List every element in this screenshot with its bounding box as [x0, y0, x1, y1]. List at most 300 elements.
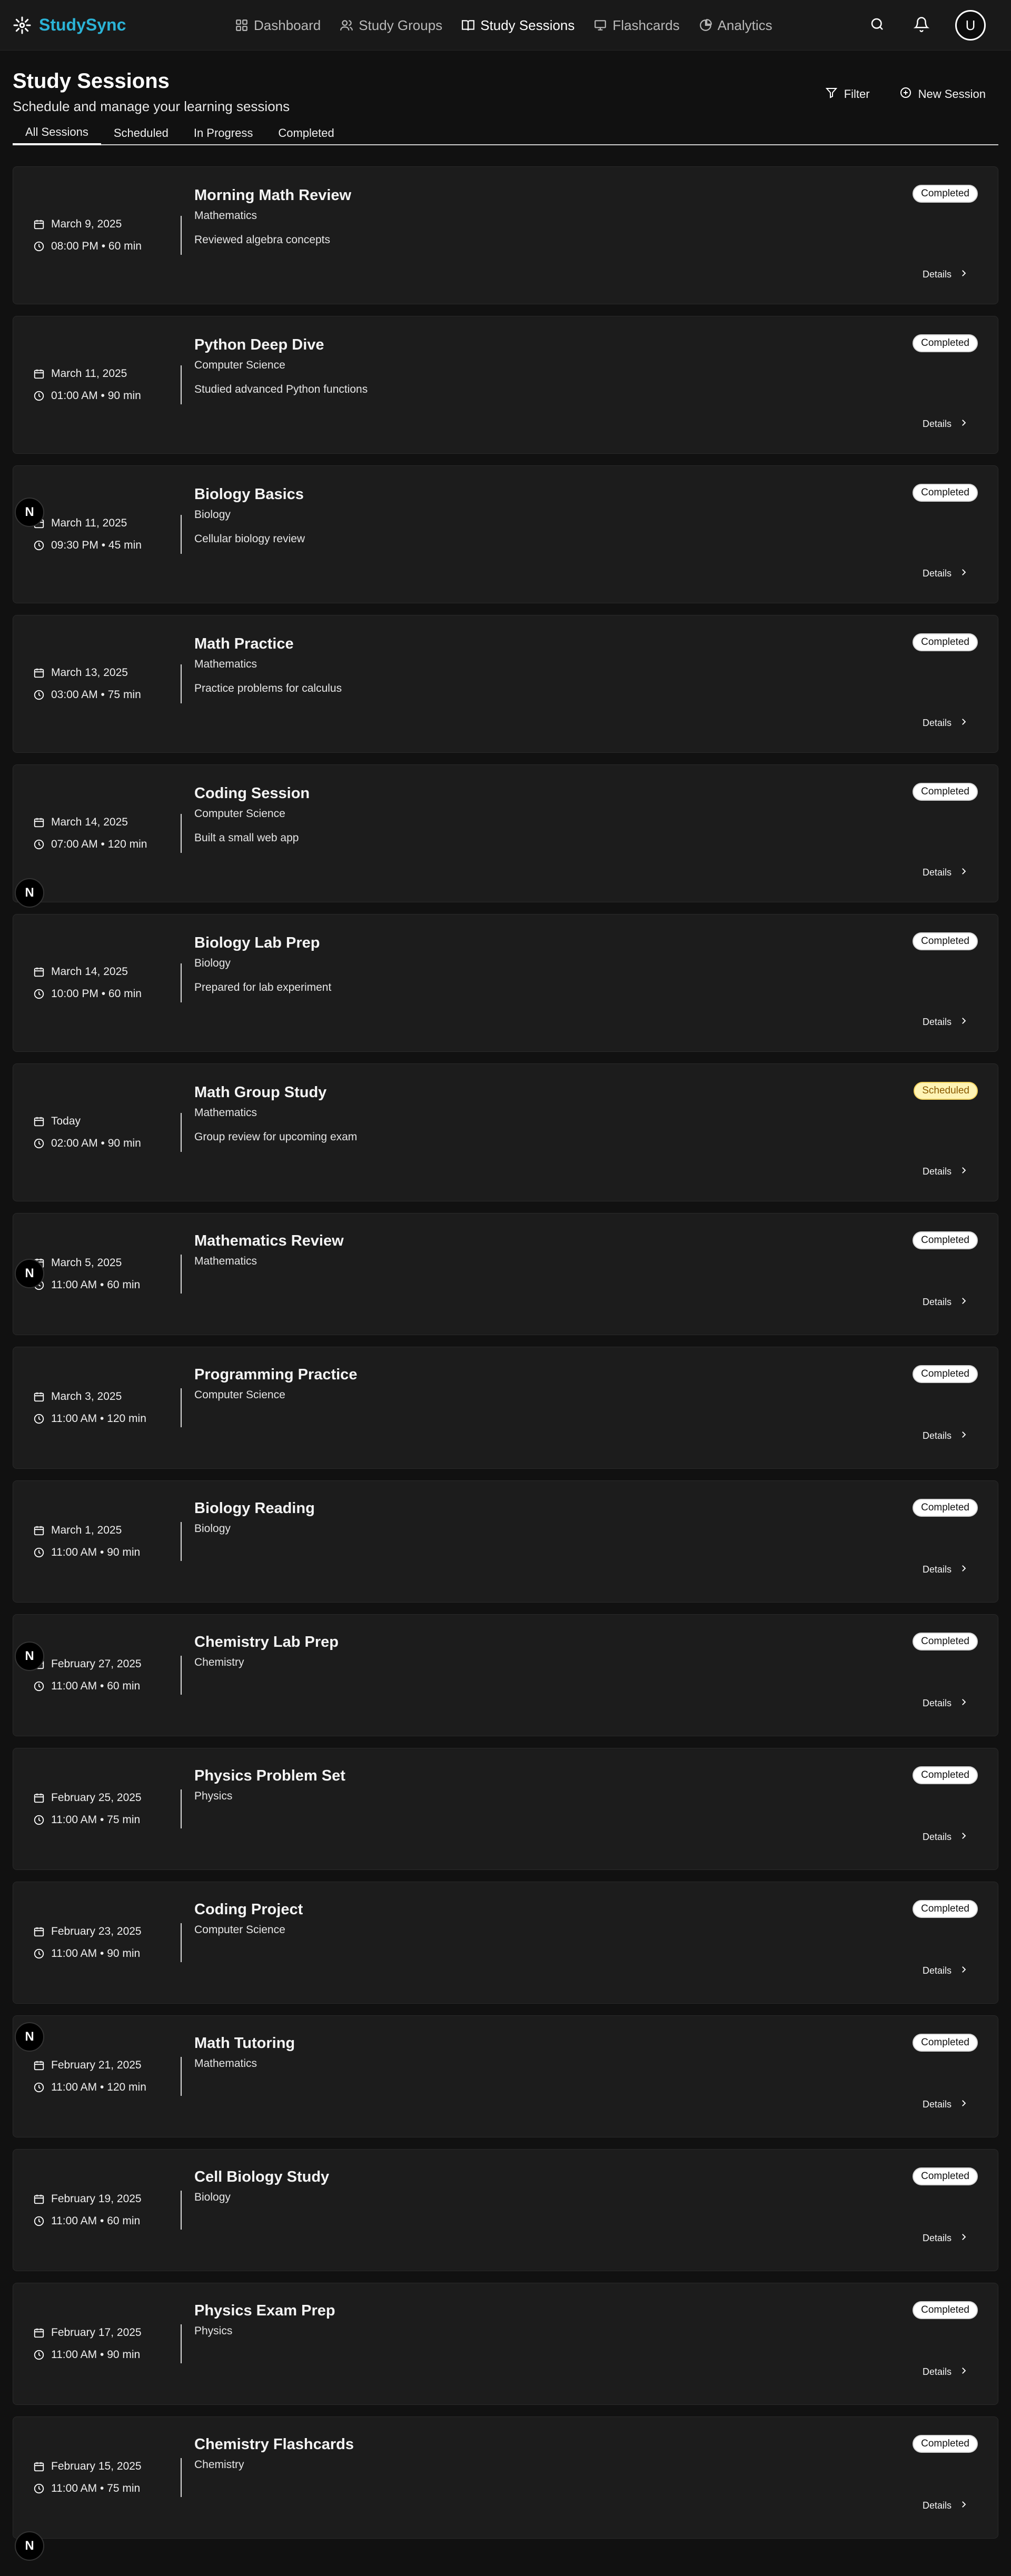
session-card[interactable] — [13, 1213, 998, 1335]
nav-flashcards[interactable] — [593, 17, 679, 34]
session-title: Morning Math Review — [194, 187, 352, 204]
session-title: Python Deep Dive — [194, 336, 324, 353]
session-time-text: 10:00 PM • 60 min — [51, 988, 142, 1000]
session-body — [182, 2016, 998, 2137]
details-button[interactable] — [923, 1430, 968, 1442]
page-subtitle: Schedule and manage your learning sessions — [13, 98, 290, 114]
calendar-icon — [33, 2193, 45, 2205]
calendar-icon — [33, 966, 45, 978]
chevron-right-icon — [959, 1697, 968, 1709]
chevron-right-icon — [959, 867, 968, 879]
session-note: Cellular biology review — [194, 533, 305, 545]
session-time-text: 11:00 AM • 60 min — [51, 1279, 141, 1291]
session-body — [182, 2283, 998, 2404]
status-badge: Completed — [913, 1633, 978, 1650]
tab-all-sessions[interactable]: All Sessions — [13, 121, 101, 145]
session-title: Biology Lab Prep — [194, 934, 320, 951]
clock-icon — [33, 2215, 45, 2227]
details-button[interactable] — [923, 867, 968, 879]
session-time-text: 01:00 AM • 90 min — [51, 390, 141, 402]
details-button[interactable] — [923, 1564, 968, 1576]
clock-icon — [33, 2349, 45, 2361]
dev-indicator-badge[interactable]: N — [15, 1259, 44, 1288]
nav-label: Study Groups — [359, 17, 443, 33]
pie-chart-icon — [699, 18, 712, 32]
nav-label: Analytics — [717, 17, 772, 33]
brand-name: StudySync — [39, 15, 126, 34]
clock-icon — [33, 689, 45, 701]
status-badge: Completed — [913, 1766, 978, 1784]
session-meta — [13, 1789, 182, 1828]
details-button[interactable] — [923, 2500, 968, 2512]
session-subject: Biology — [194, 1523, 231, 1535]
clock-icon — [33, 1547, 45, 1558]
details-button[interactable] — [923, 1831, 968, 1843]
calendar-icon — [33, 368, 45, 380]
session-title: Cell Biology Study — [194, 2169, 330, 2185]
tab-scheduled[interactable]: Scheduled — [113, 126, 168, 140]
session-title: Biology Basics — [194, 486, 304, 503]
session-title: Math Tutoring — [194, 2035, 295, 2052]
details-label: Details — [922, 1297, 951, 1307]
session-body — [182, 914, 998, 1051]
status-badge: Completed — [913, 1499, 978, 1517]
details-button[interactable] — [923, 1296, 968, 1308]
session-title: Biology Reading — [194, 1500, 315, 1517]
session-subject: Mathematics — [194, 658, 257, 670]
session-date — [33, 1390, 181, 1403]
session-body — [182, 765, 998, 902]
details-button[interactable] — [923, 2098, 968, 2111]
session-body — [182, 1347, 998, 1468]
nav-label: Flashcards — [612, 17, 680, 33]
session-date-text: February 17, 2025 — [51, 2326, 142, 2339]
session-time-text: 11:00 AM • 90 min — [51, 2349, 141, 2361]
session-time — [33, 2215, 181, 2227]
dev-indicator-badge[interactable]: N — [15, 1642, 44, 1671]
session-card[interactable] — [13, 316, 998, 454]
status-badge: Completed — [913, 1900, 978, 1918]
calendar-icon — [33, 1391, 45, 1403]
status-badge: Completed — [913, 1231, 978, 1249]
calendar-icon — [33, 1525, 45, 1536]
details-label: Details — [922, 2099, 951, 2110]
session-title: Chemistry Lab Prep — [194, 1634, 339, 1650]
session-subject: Physics — [194, 2325, 233, 2337]
session-card[interactable] — [13, 1063, 998, 1201]
session-time — [33, 1546, 181, 1559]
chevron-right-icon — [959, 568, 968, 580]
session-time — [33, 240, 181, 253]
details-label: Details — [922, 718, 951, 728]
session-date-text: March 14, 2025 — [51, 816, 128, 828]
session-time-text: 07:00 AM • 120 min — [51, 838, 147, 850]
dev-indicator-badge[interactable]: N — [15, 2022, 44, 2052]
top-navbar — [0, 0, 1011, 51]
session-date-text: March 5, 2025 — [51, 1257, 122, 1269]
nav-study-groups[interactable] — [340, 17, 442, 34]
session-date — [33, 1115, 181, 1128]
session-meta — [13, 814, 182, 853]
chevron-right-icon — [959, 268, 968, 281]
session-time-text: 02:00 AM • 90 min — [51, 1137, 141, 1149]
users-icon — [340, 18, 353, 32]
session-card[interactable] — [13, 764, 998, 902]
clock-icon — [33, 1814, 45, 1826]
calendar-icon — [33, 218, 45, 230]
book-icon — [461, 18, 475, 32]
status-badge: Completed — [913, 2034, 978, 2052]
dashboard-icon — [235, 18, 249, 32]
session-time — [33, 1680, 181, 1693]
details-button[interactable] — [923, 1965, 968, 1977]
session-title: Math Group Study — [194, 1084, 327, 1101]
session-date — [33, 1658, 181, 1670]
details-label: Details — [922, 867, 951, 878]
session-subject: Computer Science — [194, 1389, 285, 1401]
session-meta — [13, 1522, 182, 1561]
session-date-text: Today — [51, 1115, 81, 1127]
session-card[interactable] — [13, 2015, 998, 2137]
details-label: Details — [922, 1965, 951, 1976]
session-date-text: February 25, 2025 — [51, 1792, 142, 1804]
session-meta — [13, 1388, 182, 1427]
clock-icon — [33, 1138, 45, 1149]
session-date — [33, 1257, 181, 1269]
session-time — [33, 1413, 181, 1425]
session-time — [33, 689, 181, 701]
session-time-text: 09:30 PM • 45 min — [51, 539, 142, 551]
session-body — [182, 167, 998, 304]
session-date — [33, 816, 181, 829]
clock-icon — [33, 1680, 45, 1692]
session-time-text: 11:00 AM • 120 min — [51, 2081, 146, 2093]
details-label: Details — [922, 1430, 951, 1441]
session-meta — [13, 963, 182, 1002]
status-badge: Completed — [913, 783, 978, 801]
session-date-text: February 19, 2025 — [51, 2193, 142, 2205]
nav-label: Dashboard — [254, 17, 321, 33]
avatar[interactable]: U — [955, 10, 986, 41]
session-card[interactable] — [13, 1882, 998, 2004]
calendar-icon — [33, 2060, 45, 2071]
details-label: Details — [922, 2366, 951, 2377]
session-body — [182, 1064, 998, 1201]
tab-in-progress[interactable]: In Progress — [193, 126, 253, 140]
session-meta — [13, 2324, 182, 2363]
session-time — [33, 539, 181, 552]
chevron-right-icon — [959, 418, 968, 430]
session-title: Physics Exam Prep — [194, 2302, 335, 2319]
status-badge: Completed — [913, 633, 978, 651]
status-badge: Completed — [913, 334, 978, 352]
status-badge: Completed — [913, 2167, 978, 2185]
session-meta — [13, 365, 182, 404]
chevron-right-icon — [959, 1430, 968, 1442]
session-time — [33, 2482, 181, 2495]
session-title: Chemistry Flashcards — [194, 2436, 354, 2453]
session-title: Math Practice — [194, 635, 294, 652]
dev-indicator-badge[interactable]: N — [15, 498, 44, 527]
session-list — [0, 145, 1011, 2539]
clock-icon — [33, 839, 45, 850]
session-note: Built a small web app — [194, 832, 299, 844]
session-time — [33, 2081, 181, 2094]
details-label: Details — [922, 1698, 951, 1708]
calendar-icon — [33, 667, 45, 679]
session-time — [33, 1137, 181, 1150]
filter-icon — [825, 86, 838, 102]
session-title: Physics Problem Set — [194, 1767, 345, 1784]
details-button[interactable] — [923, 1016, 968, 1028]
session-subject: Mathematics — [194, 210, 257, 222]
session-date-text: February 23, 2025 — [51, 1925, 142, 1937]
status-badge: Completed — [913, 932, 978, 950]
page-header — [0, 51, 1011, 121]
session-card[interactable] — [13, 465, 998, 603]
session-date-text: February 27, 2025 — [51, 1658, 142, 1670]
session-card[interactable] — [13, 2149, 998, 2271]
session-date — [33, 667, 181, 679]
dev-indicator-badge[interactable]: N — [15, 878, 44, 908]
session-date — [33, 1524, 181, 1537]
nav-dashboard[interactable] — [235, 17, 321, 34]
clock-icon — [33, 241, 45, 252]
header-actions — [825, 86, 986, 102]
nav-actions — [867, 0, 986, 51]
details-button[interactable] — [923, 268, 968, 281]
session-meta — [13, 2458, 182, 2497]
status-badge: Scheduled — [914, 1082, 978, 1100]
calendar-icon — [33, 1116, 45, 1127]
filter-label: Filter — [844, 87, 870, 101]
session-meta — [13, 2057, 182, 2096]
chevron-right-icon — [959, 1296, 968, 1308]
session-date — [33, 218, 181, 231]
session-body — [182, 1615, 998, 1736]
session-time-text: 11:00 AM • 90 min — [51, 1947, 141, 1960]
session-body — [182, 1481, 998, 1602]
session-date-text: March 13, 2025 — [51, 667, 128, 679]
search-icon — [869, 16, 885, 35]
sparkle-icon — [13, 16, 32, 35]
details-label: Details — [922, 1166, 951, 1177]
details-button[interactable] — [923, 2366, 968, 2378]
session-meta — [13, 664, 182, 703]
search-button[interactable] — [867, 15, 888, 36]
monitor-icon — [593, 18, 607, 32]
details-button[interactable] — [923, 1697, 968, 1709]
session-time — [33, 1279, 181, 1291]
session-note: Studied advanced Python functions — [194, 383, 368, 395]
session-date — [33, 2326, 181, 2339]
page-title: Study Sessions — [13, 69, 170, 93]
clock-icon — [33, 988, 45, 1000]
session-meta — [13, 1113, 182, 1152]
plus-circle-icon — [899, 86, 912, 102]
session-time-text: 08:00 PM • 60 min — [51, 240, 142, 252]
session-subject: Computer Science — [194, 808, 285, 820]
session-date-text: March 11, 2025 — [51, 367, 127, 380]
session-date — [33, 1925, 181, 1938]
session-time-text: 11:00 AM • 120 min — [51, 1413, 146, 1425]
brand[interactable] — [13, 15, 126, 35]
session-subject: Computer Science — [194, 359, 285, 371]
status-badge: Completed — [913, 484, 978, 502]
session-body — [182, 1882, 998, 2003]
session-tabs — [13, 121, 998, 145]
main-nav — [235, 0, 772, 51]
session-card[interactable] — [13, 1480, 998, 1603]
session-date-text: March 14, 2025 — [51, 966, 128, 978]
session-subject: Mathematics — [194, 1255, 257, 1267]
status-badge: Completed — [913, 2301, 978, 2319]
session-card[interactable] — [13, 166, 998, 304]
session-date — [33, 517, 181, 530]
session-date-text: February 21, 2025 — [51, 2059, 142, 2071]
new-session-button[interactable] — [899, 86, 986, 102]
chevron-right-icon — [959, 1831, 968, 1843]
chevron-right-icon — [959, 2098, 968, 2111]
session-time-text: 11:00 AM • 60 min — [51, 1680, 141, 1692]
session-title: Programming Practice — [194, 1366, 358, 1383]
details-button[interactable] — [923, 1166, 968, 1178]
session-card[interactable] — [13, 1748, 998, 1870]
session-date — [33, 1792, 181, 1804]
chevron-right-icon — [959, 1564, 968, 1576]
session-time — [33, 1947, 181, 1960]
status-badge: Completed — [913, 185, 978, 203]
session-card[interactable] — [13, 615, 998, 753]
session-subject: Computer Science — [194, 1924, 285, 1936]
clock-icon — [33, 1413, 45, 1425]
session-body — [182, 2417, 998, 2538]
chevron-right-icon — [959, 2500, 968, 2512]
session-time — [33, 988, 181, 1000]
session-note: Prepared for lab experiment — [194, 981, 332, 993]
session-date-text: March 3, 2025 — [51, 1390, 122, 1403]
session-subject: Mathematics — [194, 1107, 257, 1119]
session-subject: Chemistry — [194, 1656, 244, 1668]
chevron-right-icon — [959, 1965, 968, 1977]
details-label: Details — [922, 568, 951, 579]
tab-completed[interactable]: Completed — [278, 126, 334, 140]
session-date — [33, 367, 181, 380]
session-title: Mathematics Review — [194, 1232, 344, 1249]
clock-icon — [33, 1948, 45, 1960]
details-button[interactable] — [923, 717, 968, 729]
session-title: Coding Session — [194, 785, 310, 802]
session-title: Coding Project — [194, 1901, 303, 1918]
notifications-button[interactable] — [911, 15, 932, 36]
session-body — [182, 316, 998, 453]
session-time-text: 11:00 AM • 60 min — [51, 2215, 141, 2227]
details-label: Details — [922, 1832, 951, 1842]
session-time-text: 11:00 AM • 75 min — [51, 2482, 141, 2494]
details-label: Details — [922, 2233, 951, 2243]
clock-icon — [33, 540, 45, 551]
session-body — [182, 466, 998, 603]
session-time — [33, 2349, 181, 2361]
details-button[interactable] — [923, 418, 968, 430]
session-date-text: March 1, 2025 — [51, 1524, 122, 1536]
filter-button[interactable] — [825, 86, 870, 102]
session-card[interactable] — [13, 2416, 998, 2539]
session-card[interactable] — [13, 2283, 998, 2405]
session-subject: Mathematics — [194, 2057, 257, 2070]
session-note: Practice problems for calculus — [194, 682, 342, 694]
clock-icon — [33, 2483, 45, 2494]
session-body — [182, 1214, 998, 1335]
session-body — [182, 615, 998, 752]
session-date — [33, 2059, 181, 2072]
chevron-right-icon — [959, 2232, 968, 2244]
dev-indicator-badge[interactable]: N — [15, 2531, 44, 2561]
session-date-text: March 11, 2025 — [51, 517, 127, 529]
session-meta — [13, 2191, 182, 2230]
session-time-text: 03:00 AM • 75 min — [51, 689, 141, 701]
bell-icon — [914, 16, 929, 35]
status-badge: Completed — [913, 2435, 978, 2453]
calendar-icon — [33, 1926, 45, 1937]
session-time-text: 11:00 AM • 90 min — [51, 1546, 141, 1558]
chevron-right-icon — [959, 2366, 968, 2378]
calendar-icon — [33, 2327, 45, 2339]
session-meta — [13, 1923, 182, 1962]
chevron-right-icon — [959, 717, 968, 729]
details-label: Details — [922, 1017, 951, 1027]
session-date-text: March 9, 2025 — [51, 218, 122, 230]
details-label: Details — [922, 1564, 951, 1575]
session-card[interactable] — [13, 914, 998, 1052]
nav-label: Study Sessions — [480, 17, 575, 33]
calendar-icon — [33, 817, 45, 828]
session-date-text: February 15, 2025 — [51, 2460, 142, 2472]
session-time — [33, 838, 181, 851]
session-body — [182, 2150, 998, 2271]
session-body — [182, 1748, 998, 1869]
new-session-label: New Session — [918, 87, 986, 101]
chevron-right-icon — [959, 1166, 968, 1178]
details-label: Details — [922, 269, 951, 280]
session-card[interactable] — [13, 1614, 998, 1736]
clock-icon — [33, 390, 45, 402]
session-date — [33, 2193, 181, 2205]
details-button[interactable] — [923, 568, 968, 580]
session-time — [33, 390, 181, 402]
chevron-right-icon — [959, 1016, 968, 1028]
session-subject: Physics — [194, 1790, 233, 1802]
details-button[interactable] — [923, 2232, 968, 2244]
details-label: Details — [922, 2500, 951, 2511]
nav-study-sessions[interactable] — [461, 17, 574, 34]
nav-analytics[interactable] — [699, 17, 772, 34]
details-label: Details — [922, 419, 951, 429]
session-subject: Biology — [194, 957, 231, 969]
session-subject: Biology — [194, 509, 231, 521]
session-subject: Chemistry — [194, 2459, 244, 2471]
session-subject: Biology — [194, 2191, 231, 2203]
session-date — [33, 2460, 181, 2473]
session-card[interactable] — [13, 1347, 998, 1469]
clock-icon — [33, 2082, 45, 2093]
session-time-text: 11:00 AM • 75 min — [51, 1814, 141, 1826]
status-badge: Completed — [913, 1365, 978, 1383]
session-note: Reviewed algebra concepts — [194, 234, 330, 246]
calendar-icon — [33, 1792, 45, 1804]
session-meta — [13, 216, 182, 255]
session-time — [33, 1814, 181, 1826]
